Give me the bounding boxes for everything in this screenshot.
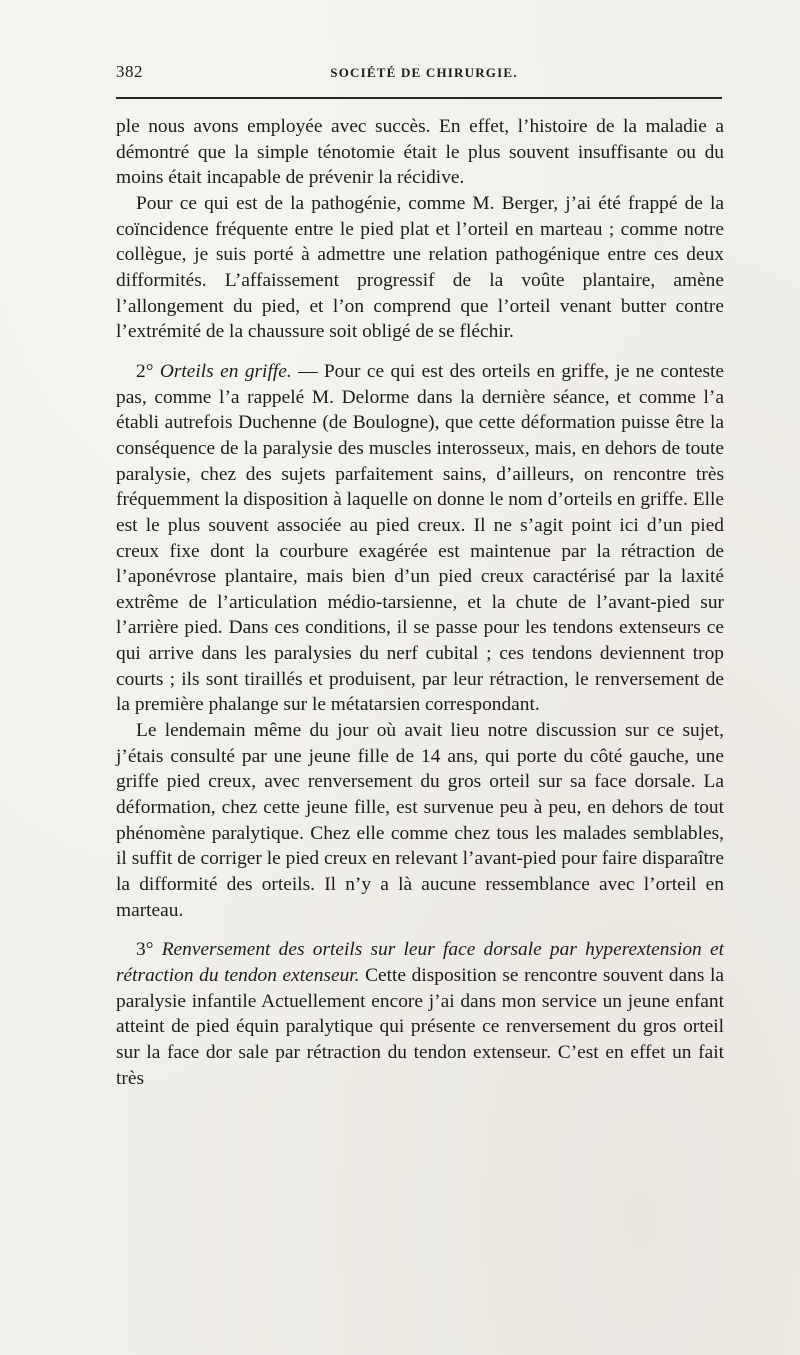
paragraph-orteils-en-griffe <box>116 359 724 718</box>
paragraph-pathogenie: Pour ce qui est de la pathogénie, comme M. Berger, j’ai été frappé de la coïncidence fréquente entre le pied plat et l’orteil en marteau ; comme notre collègue, je suis porté à admettre une relation pathogénique entre ces deux difformités. L’affaissement progressif de la voûte plantaire, amène l’allongement du pied, et l’on comprend que l’orteil venant butter contre l’extrémité de la chaussure soit obligé de se fléchir. <box>116 192 724 343</box>
section-body: — Pour ce qui est des orteils en griffe, je ne conteste pas, comme l’a rappelé M. Delorme dans la dernière séance, et comme l’a établi autrefois Duchenne (de Boulogne), que cette déformation puisse être la conséquence de la paralysie des muscles interosseux, mais, en dehors de toute paralysie, chez des sujets parfaitement sains, d’ailleurs, on rencontre très fréquemment la disposition à laquelle on donne le nom d’orteils en griffe. Elle est le plus souvent associée au pied creux. Il ne s’agit point ici d’un pied creux fixe dont la courbure exagérée est maintenue par la rétraction de l’aponévrose plantaire, mais bien d’un pied creux caractérisé par la laxité extrême de l’articulation médio-tarsienne, et la chute de l’avant-pied sur l’arrière pied. Dans ces conditions, il se passe pour les tendons extenseurs ce qui arrive dans les paralysies du nerf cubital ; ces tendons deviennent trop courts ; ils sont tiraillés et produisent, par leur rétraction, le renversement de la première phalange sur le métatarsien correspondant. <box>116 360 725 716</box>
section-title: Orteils en griffe. <box>159 360 292 382</box>
page-number: 382 <box>116 62 143 81</box>
section-number: 3° <box>136 939 154 961</box>
running-title: SOCIÉTÉ DE CHIRURGIE. <box>330 65 518 80</box>
section-body: Cette disposition se rencontre souvent dans la paralysie infantile Actuellement encore j’ai dans mon service un jeune enfant atteint de pied équin paralytique qui présente ce renversement du gros orteil sur la face dor sale par rétraction du tendon extenseur. C’est en effet un fait très <box>116 965 724 1089</box>
page-header <box>116 62 722 86</box>
paragraph-continuation: ple nous avons employée avec succès. En effet, l’histoire de la maladie a démontré que la simple ténotomie était le plus souvent insuffisante ou du moins était incapable de prévenir la récidive. <box>116 116 724 189</box>
section-title: Renversement des orteils sur leur face dorsale par hyperextension et rétraction du tendon extenseur. <box>116 939 724 986</box>
paragraph-case-report: Le lendemain même du jour où avait lieu notre discussion sur ce sujet, j’étais consulté par une jeune fille de 14 ans, qui porte du côté gauche, une griffe pied creux, avec renversement du gros orteil sur sa face dorsale. La déformation, chez cette jeune fille, est survenue peu à peu, en dehors de tout phénomène paralytique. Chez elle comme chez tous les malades semblables, il suffit de corriger le pied creux en relevant l’avant-pied pour faire disparaître la difformité des orteils. Il n’y a là aucune ressemblance avec l’orteil en marteau. <box>116 720 724 921</box>
body-text <box>116 114 724 1091</box>
header-rule <box>116 97 722 99</box>
section-number: 2° <box>136 360 154 382</box>
paragraph-renversement <box>116 937 724 1091</box>
